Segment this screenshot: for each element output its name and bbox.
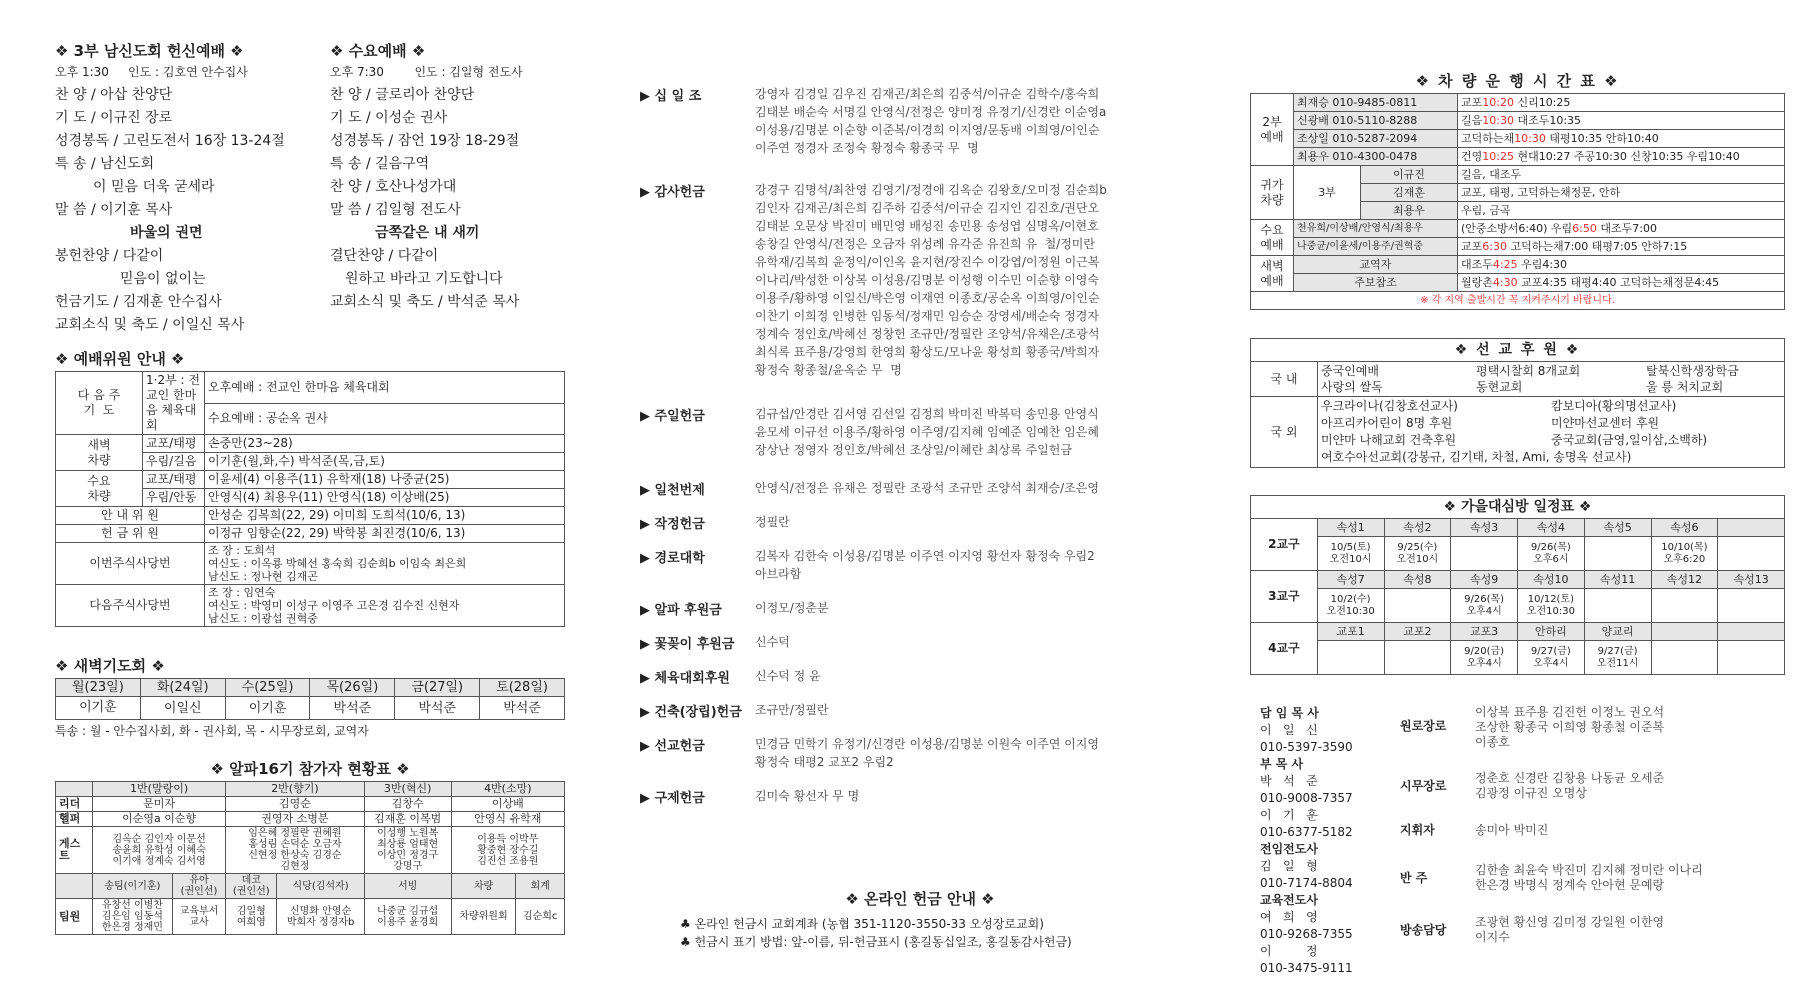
route-label: 교포/태평	[143, 435, 205, 453]
dawn-car-label: 새벽 차량	[56, 435, 143, 471]
offering-type: ▶ 건축(장립)헌금	[640, 705, 742, 720]
cell-name: 속성12	[1651, 571, 1718, 589]
group-label: 수요 예배	[1251, 220, 1294, 256]
role-entry	[1400, 771, 1785, 823]
role-title: 반 주	[1400, 871, 1428, 885]
driver: 최용우 010-4300-0478	[1294, 148, 1458, 166]
order-row: 결단찬양 / 다같이	[330, 248, 439, 264]
order-row: 찬 양 / 글로리아 찬양단	[330, 87, 475, 103]
offering-entry	[640, 667, 1200, 697]
visit-date	[1584, 589, 1651, 623]
mission-item: 탈북신학생장학금	[1646, 364, 1739, 378]
section-alpha	[55, 758, 565, 935]
cell-name: 속성5	[1584, 519, 1651, 537]
role-members: 이상복 표주용 김진헌 이정노 권오석 조상한 황종국 이희영 황종철 이준복 이종호	[1475, 705, 1665, 749]
staff-members: 신명화 안영순 박희자 정경자b	[277, 899, 364, 935]
dawn-prayer-table	[55, 678, 565, 720]
role-members: 조광현 황신영 김미정 강일원 이한영 이지수	[1475, 915, 1665, 944]
alpha-table	[55, 781, 565, 935]
driver: 김재훈	[1361, 184, 1458, 202]
phone-number: 010-9008-7357	[1260, 791, 1353, 805]
order-row: 봉헌찬양 / 다같이	[55, 248, 164, 264]
cell-name: 교포3	[1451, 623, 1518, 641]
route-times: 길음, 대조두	[1458, 166, 1785, 184]
mission-item: 우크라이나(김창호선교사)	[1321, 399, 1458, 413]
visit-date	[1718, 641, 1785, 675]
order-row: 이 믿음 더욱 굳세라	[93, 179, 215, 195]
team-leader: 김영순	[226, 797, 364, 812]
guide-members: 안성순 김복희(22, 29) 이미희 도희석(10/6, 13)	[205, 507, 565, 525]
offering-entry	[640, 599, 1200, 629]
route-times: 고덕하는채10:30 태평10:35 안하10:40	[1458, 130, 1785, 148]
preacher: 이일신	[140, 697, 225, 720]
offering-type: ▶ 꽃꽂이 후원금	[640, 637, 735, 652]
order-row: 원하고 바라고 기도합니다	[345, 271, 503, 287]
domestic-label: 국 내	[1251, 362, 1318, 397]
sermon-title: 바울의 권면	[130, 225, 203, 241]
person-name: 김 일 형	[1260, 859, 1318, 873]
cell-name: 속성1	[1317, 519, 1384, 537]
visit-date: 9/26(목) 오후4시	[1451, 589, 1518, 623]
cell-name: 속성13	[1718, 571, 1785, 589]
sermon-title: 금쪽같은 내 새끼	[375, 225, 480, 241]
staff-header: 데코 (권인선)	[226, 874, 277, 899]
group-label: 새벽 예배	[1251, 256, 1294, 292]
section-title: ❖ 선 교 후 원 ❖	[1251, 339, 1785, 362]
staff-members: 나중균 김규섭 이용주 윤경희	[364, 899, 451, 935]
staff-header: 식당(김석자)	[277, 874, 364, 899]
visit-date	[1584, 537, 1651, 571]
row-label: 헬퍼	[56, 812, 93, 827]
staff-header: 차량	[451, 874, 516, 899]
role-title: 방송담당	[1400, 923, 1447, 937]
special-song-note: 특송 : 월 - 안수집사회, 화 - 권사회, 목 - 시무장로회, 교역자	[55, 724, 369, 738]
route-times: 교포6:30 고덕하는채7:00 태평7:05 안하7:15	[1458, 238, 1785, 256]
route-times: 교포, 태평, 고덕하는채정문, 안하	[1458, 184, 1785, 202]
section-title: ❖ 차 량 운 행 시 간 표 ❖	[1415, 72, 1620, 90]
schedule-note: ※ 각 지역 출발시간 꼭 지켜주시기 바랍니다.	[1251, 292, 1785, 310]
section-title: ❖ 알파16기 참가자 현황표 ❖	[210, 760, 410, 778]
cell-name: 속성7	[1317, 571, 1384, 589]
row-label: 게스트	[56, 827, 93, 874]
mission-item: 중국인예배	[1321, 364, 1379, 378]
driver: 이규진	[1361, 166, 1458, 184]
order-row: 기 도 / 이규진 장로	[55, 110, 173, 126]
cell-name: 속성2	[1384, 519, 1451, 537]
team-header: 1반(말랑이)	[93, 782, 226, 797]
staff-members: 교육부서 교사	[172, 899, 225, 935]
cell-name: 속성10	[1518, 571, 1585, 589]
preacher: 박석준	[310, 697, 395, 720]
offering-entry	[640, 735, 1200, 783]
part-label: 3부	[1294, 166, 1361, 220]
meal-duty: 여신도 : 이옥룡 박혜선 홍숙희 김순희b 이임숙 최은희	[208, 557, 467, 570]
mission-item: 울 릉 처치교회	[1646, 380, 1724, 394]
day-header: 토(28일)	[480, 679, 565, 697]
order-row: 헌금기도 / 김재훈 안수집사	[55, 294, 222, 310]
section-title: ❖ 3부 남신도회 헌신예배 ❖	[55, 42, 244, 60]
column-middle	[640, 0, 1200, 992]
team-guests: 임은혜 정필란 권혜원 홍성림 손덕순 오금자 신현정 한상숙 김경순 김현정	[226, 827, 364, 874]
visit-date	[1317, 641, 1384, 675]
cell-name: 속성3	[1451, 519, 1518, 537]
section-3rd-service	[55, 40, 295, 337]
cell-name: 속성6	[1651, 519, 1718, 537]
team-guests: 김옥순 김인자 이문선 송윤희 유학성 이혜숙 이기애 정계숙 김서영	[93, 827, 226, 874]
visit-date: 10/10(목) 오후6:20	[1651, 537, 1718, 571]
prayer-afternoon: 오후예배 : 전교인 한마음 체육대회	[205, 372, 565, 404]
route-label: 교포/태평	[143, 471, 205, 489]
day-header: 금(27일)	[395, 679, 480, 697]
offering-type: ▶ 구제헌금	[640, 791, 705, 806]
column-left	[55, 0, 565, 992]
group-label: 귀가 차량	[1251, 166, 1294, 220]
section-committee	[55, 348, 565, 627]
team-leader: 문미자	[93, 797, 226, 812]
section-visitation	[1250, 495, 1785, 675]
team-header: 2반(향기)	[226, 782, 364, 797]
offering-names: 강영자 김경일 김우진 김재곤/최은희 김중석/이규순 김학수/홍숙희 김태분 배순숙 서명길 안영식/전정은 양미정 유정기/신경란 이순영a 이성용/김명분 이순향 이준복/이경희 이지영/문동배 이희영/이인순 이주연 정경자 조정숙 황정숙 황종국 무 명	[755, 87, 1107, 155]
offering-label: 헌 금 위 원	[56, 525, 205, 543]
team-guests: 이성행 노원복 최상룡 엄태현 이상민 정경구 강명구	[364, 827, 451, 874]
preacher: 이기훈	[56, 697, 141, 720]
role-members: 김한솔 최윤숙 박진미 김지혜 정미란 이나리 한은경 박명식 정계숙 안아현 문예랑	[1475, 863, 1703, 892]
offering-members: 이정규 임향순(22, 29) 박학봉 최진경(10/6, 13)	[205, 525, 565, 543]
visit-date	[1651, 589, 1718, 623]
role-title: 교육전도사	[1260, 893, 1318, 907]
order-row: 말 씀 / 김일형 전도사	[330, 202, 461, 218]
section-dawn-prayer	[55, 655, 565, 739]
visit-date: 10/12(토) 오전10:30	[1518, 589, 1585, 623]
team-leader: 이상배	[451, 797, 564, 812]
offering-type: ▶ 경로대학	[640, 551, 705, 566]
service-leader: 인도 : 김일형 전도사	[414, 65, 523, 79]
section-mission	[1250, 338, 1785, 468]
section-title: ❖ 새벽기도회 ❖	[55, 657, 165, 675]
bank-account: ♣ 온라인 헌금시 교회계좌 (농협 351-1120-3550-33 오성장로교회)	[680, 917, 1044, 931]
role-entry	[1400, 915, 1785, 945]
offering-entry	[640, 479, 1200, 509]
route-times: (안중소방서6:40) 우림6:50 대조두7:00	[1458, 220, 1785, 238]
role-title: 시무장로	[1400, 779, 1447, 793]
driver: 천유희/이상배/안영식/최용우	[1294, 220, 1458, 238]
staff-members: 김순희c	[516, 899, 565, 935]
offering-type: ▶ 체육대회후원	[640, 671, 730, 686]
phone-number: 010-6377-5182	[1260, 825, 1353, 839]
driver: 최용우	[1361, 202, 1458, 220]
mission-item: 미얀마 나해교회 건축후원	[1321, 433, 1457, 447]
route-times: 건영10:25 현대10:27 주공10:30 신창10:35 우림10:40	[1458, 148, 1785, 166]
mission-item: 중국교회(금영,일이삼,소백하)	[1551, 433, 1708, 447]
phone-number: 010-5397-3590	[1260, 740, 1353, 754]
roles-list	[1400, 705, 1785, 945]
offering-list	[640, 85, 1200, 821]
staff-header: 송팀(이기훈)	[93, 874, 173, 899]
driver: 주보참조	[1294, 274, 1458, 292]
team-leader: 김창수	[364, 797, 451, 812]
visit-date	[1451, 537, 1518, 571]
service-time: 오후 1:30	[55, 65, 109, 79]
team-helper: 이순영a 이순향	[93, 812, 226, 827]
cell-name: 교포1	[1317, 623, 1384, 641]
offering-type: ▶ 선교헌금	[640, 739, 705, 754]
meal-duty: 남신도 : 정나현 김재곤	[208, 570, 318, 583]
staff-header: 회계	[516, 874, 565, 899]
notation-method: ♣ 헌금시 표기 방법: 앞-이름, 뒤-헌금표시 (홍길동십일조, 홍길동감사헌금)	[680, 935, 1072, 949]
row-label: 팀원	[56, 899, 93, 935]
next-week-meal-label: 다음주식사당번	[56, 585, 205, 627]
order-row: 교회소식 및 축도 / 이일신 목사	[55, 317, 245, 333]
order-row: 성경봉독 / 잠언 19장 18-29절	[330, 133, 520, 149]
team-helper: 김재훈 이복범	[364, 812, 451, 827]
role-title: 원로장로	[1400, 719, 1447, 733]
column-right	[1250, 0, 1790, 992]
offering-type: ▶ 알파 후원금	[640, 603, 722, 618]
role-title: 담 임 목 사	[1260, 706, 1319, 720]
section-car-schedule	[1250, 70, 1785, 310]
meal-duty: 남신도 : 이광섭 권혁중	[208, 612, 318, 625]
offering-type: ▶ 감사헌금	[640, 185, 705, 200]
cell-name	[1718, 623, 1785, 641]
role-entry	[1400, 705, 1785, 771]
wed-car-label: 수요 차량	[56, 471, 143, 507]
offering-type: ▶ 십 일 조	[640, 89, 702, 104]
cell-name: 양교리	[1584, 623, 1651, 641]
mission-item: 여호수아선교회(강봉규, 김기태, 차철, Ami, 송명옥 선교사)	[1321, 450, 1632, 464]
section-title: ❖ 가을대심방 일정표 ❖	[1251, 496, 1785, 519]
offering-entry	[640, 633, 1200, 663]
visit-date	[1384, 589, 1451, 623]
phone-number: 010-9268-7355	[1260, 927, 1353, 941]
route-times: 길음10:30 대조두10:35	[1458, 112, 1785, 130]
offering-entry	[640, 701, 1200, 731]
visit-date: 9/20(금) 오후4시	[1451, 641, 1518, 675]
team-helper: 권영자 소병분	[226, 812, 364, 827]
overseas-label: 국 외	[1251, 397, 1318, 468]
mission-item: 사랑의 쌀독	[1321, 380, 1383, 394]
cell-name: 속성4	[1518, 519, 1585, 537]
phone-number: 010-7174-8804	[1260, 876, 1353, 890]
district-label: 2교구	[1251, 519, 1318, 571]
offering-names: 신수덕 정 윤	[755, 669, 821, 683]
person-name: 이 일 신	[1260, 723, 1318, 737]
meal-duty: 조 장 : 임연숙	[208, 586, 276, 599]
service-leader: 인도 : 김호연 안수집사	[128, 65, 248, 79]
offering-names: 이정모/정춘분	[755, 601, 829, 615]
role-title: 부 목 사	[1260, 757, 1304, 771]
driver: 최재승 010-9485-0811	[1294, 94, 1458, 112]
visit-date: 9/27(금) 오후4시	[1518, 641, 1585, 675]
mission-item: 평택시찰회 8개교회	[1476, 364, 1581, 378]
role-members: 송미아 박미진	[1475, 823, 1549, 837]
next-week-label: 다 음 주 기 도	[56, 372, 143, 435]
route-drivers: 이기훈(월,화,수) 박석준(목,금,토)	[205, 453, 565, 471]
order-row: 특 송 / 남신도회	[55, 156, 155, 172]
route-times: 월랑촌4:30 교포4:35 태평4:40 고덕하는채정문4:45	[1458, 274, 1785, 292]
order-row: 기 도 / 이성순 권사	[330, 110, 448, 126]
order-row: 특 송 / 길음구역	[330, 156, 430, 172]
role-title: 지휘자	[1400, 823, 1435, 837]
person-name: 박 석 준	[1260, 774, 1318, 788]
visit-date	[1718, 537, 1785, 571]
section-title: ❖ 수요예배 ❖	[330, 42, 426, 60]
visit-date	[1718, 589, 1785, 623]
offering-type: ▶ 작정헌금	[640, 517, 705, 532]
preacher: 이기훈	[225, 697, 310, 720]
driver: 나중균/이윤세/이용주/권혁중	[1294, 238, 1458, 256]
offering-entry	[640, 181, 1200, 401]
visit-date: 10/2(수) 오전10:30	[1317, 589, 1384, 623]
phone-number: 010-3475-9111	[1260, 961, 1353, 975]
staff-members: 유창선 이병찬 김은임 임동석 한은경 정재민	[93, 899, 173, 935]
order-row: 교회소식 및 축도 / 박석준 목사	[330, 294, 520, 310]
staff-header: 서빙	[364, 874, 451, 899]
offering-names: 안영식/전정은 유채은 정필란 조광석 조규만 조양석 최재승/조은영	[755, 481, 1099, 495]
visit-date: 10/5(토) 오전10시	[1317, 537, 1384, 571]
mission-item: 동현교회	[1476, 380, 1523, 394]
clergy-list	[1260, 705, 1390, 977]
offering-names: 김규섭/안경란 김서영 김선일 김정희 박미진 박복덕 송민용 안영식 윤모세 이규선 이용주/황하영 이주영/김지혜 임예준 임예찬 임은혜 장상난 정영자 정인호/박혜선 조상일/이혜란 최상록 주일헌금	[755, 407, 1099, 457]
mission-item: 캄보디아(황의명선교사)	[1551, 399, 1677, 413]
order-row: 찬 양 / 아삽 찬양단	[55, 87, 173, 103]
visit-date	[1384, 641, 1451, 675]
offering-names: 조규만/정필란	[755, 703, 829, 717]
day-header: 목(26일)	[310, 679, 395, 697]
role-entry	[1400, 823, 1785, 863]
driver: 교역자	[1294, 256, 1458, 274]
this-week-meal-label: 이번주식사당번	[56, 543, 205, 585]
cell-name: 속성8	[1384, 571, 1451, 589]
offering-type: ▶ 일천번제	[640, 483, 705, 498]
day-header: 월(23일)	[56, 679, 141, 697]
route-times: 교포10:20 신리10:25	[1458, 94, 1785, 112]
order-row: 믿음이 없이는	[120, 271, 206, 287]
district-label: 3교구	[1251, 571, 1318, 623]
prayer-main: 1·2부 : 전교인 한마음 체육대회	[143, 372, 205, 435]
prayer-wednesday: 수요예배 : 공순옥 권사	[205, 403, 565, 435]
route-drivers: 이윤세(4) 이용주(11) 유학재(18) 나중균(25)	[205, 471, 565, 489]
day-header: 화(24일)	[140, 679, 225, 697]
driver: 신광배 010-5110-8288	[1294, 112, 1458, 130]
group-label: 2부 예배	[1251, 94, 1294, 166]
committee-table	[55, 371, 565, 627]
staff-header: 유아 (권인선)	[172, 874, 225, 899]
team-guests: 이용득 이박무 황중현 장수길 김진선 조용원	[451, 827, 564, 874]
offering-names: 신수덕	[755, 635, 790, 649]
offering-names: 김복자 김한숙 이성용/김명분 이주연 이지영 황선자 황정숙 우림2 아브라함	[755, 549, 1095, 581]
mission-item: 아프리카어린이 8명 후원	[1321, 416, 1453, 430]
offering-entry	[640, 85, 1200, 177]
route-label: 우림/안동	[143, 489, 205, 507]
offering-entry	[640, 787, 1200, 817]
team-helper: 안영식 유학재	[451, 812, 564, 827]
offering-names: 정필란	[755, 515, 790, 529]
person-name: 이 정	[1260, 944, 1318, 958]
offering-names: 김미숙 황선자 무 명	[755, 789, 860, 803]
day-header: 수(25일)	[225, 679, 310, 697]
offering-entry	[640, 513, 1200, 543]
offering-names: 민경금 민학기 유정기/신경란 이성용/김명분 이원숙 이주연 이지영 황정숙 태평2 교포2 우림2	[755, 737, 1099, 769]
person-name: 여 희 영	[1260, 910, 1318, 924]
staff-members: 차량위원회	[451, 899, 516, 935]
team-header: 4반(소망)	[451, 782, 564, 797]
team-header: 3반(혁신)	[364, 782, 451, 797]
mission-item: 미얀마선교센터 후원	[1551, 416, 1660, 430]
meal-duty: 여신도 : 박영미 이성구 이영주 고은경 김수진 신현자	[208, 599, 460, 612]
cell-name: 속성9	[1451, 571, 1518, 589]
route-drivers: 안영식(4) 최용우(11) 안영식(18) 이상배(25)	[205, 489, 565, 507]
visit-date	[1651, 641, 1718, 675]
route-label: 우림/길음	[143, 453, 205, 471]
district-label: 4교구	[1251, 623, 1318, 675]
offering-entry	[640, 547, 1200, 595]
visit-date: 9/26(목) 오후6시	[1518, 537, 1585, 571]
route-times: 대조두4:25 우림4:30	[1458, 256, 1785, 274]
route-times: 우림, 금곡	[1458, 202, 1785, 220]
offering-entry	[640, 405, 1200, 475]
role-members: 정춘호 신경란 김창용 나동균 오세준 김광정 이규진 오명상	[1475, 771, 1665, 800]
section-title: ❖ 온라인 헌금 안내 ❖	[845, 890, 995, 908]
staff-members: 김일형 여희영	[226, 899, 277, 935]
row-label: 리더	[56, 797, 93, 812]
visit-date: 9/27(금) 오전11시	[1584, 641, 1651, 675]
guide-label: 안 내 위 원	[56, 507, 205, 525]
section-wednesday-service	[330, 40, 570, 314]
car-table	[1250, 93, 1785, 310]
preacher: 박석준	[480, 697, 565, 720]
order-row: 성경봉독 / 고린도전서 16장 13-24절	[55, 133, 285, 149]
route-drivers: 손중만(23~28)	[205, 435, 565, 453]
order-row: 말 씀 / 이기훈 목사	[55, 202, 173, 218]
meal-duty: 조 장 : 도희석	[208, 544, 276, 557]
person-name: 이 기 훈	[1260, 808, 1318, 822]
preacher: 박석준	[395, 697, 480, 720]
cell-name: 속성11	[1584, 571, 1651, 589]
visit-date: 9/25(수) 오전10시	[1384, 537, 1451, 571]
service-time: 오후 7:30	[330, 65, 384, 79]
offering-names: 강경구 김명석/최찬영 김영기/정경애 김옥순 김왕호/오미정 김순희b 김인자 김재곤/최은희 김주하 김중석/이규순 김지인 김진호/권단오 김태분 오문상 박진미 배민영 배성진 송민용 송성엽 심명옥/이현호 송창길 안영식/전정은 오금자 위성례 유각준 유진희 유 철/정미란 유학재/김복희 윤정익/이인옥 윤지현/장진수 이강엽/이정원 이근복 이나리/박성한 이상복 이성용/김명분 이성행 이수민 이순향 이영숙 이용주/황하영 이일신/박은영 이재연 이종호/공순옥 이희영/이인순 이찬기 이희정 인병한 임동석/정재민 임승순 장영세/배순숙 정경자 정계숙 정인호/박혜선 정창헌 조규만/정필란 조양석/유채은/조광석 최식록 표주용/강영희 한영희 황상도/모나윤 황성희 황종국/박희자 황정숙 황종철/윤옥순 무 명	[755, 183, 1107, 377]
cell-name: 안하리	[1518, 623, 1585, 641]
cell-name	[1651, 623, 1718, 641]
role-title: 전임전도사	[1260, 842, 1318, 856]
cell-name	[1718, 519, 1785, 537]
role-entry	[1400, 863, 1785, 915]
section-title: ❖ 예배위원 안내 ❖	[55, 350, 185, 368]
order-row: 찬 양 / 호산나성가대	[330, 179, 457, 195]
visitation-table	[1250, 495, 1785, 675]
offering-type: ▶ 주일헌금	[640, 409, 705, 424]
cell-name: 교포2	[1384, 623, 1451, 641]
mission-table	[1250, 338, 1785, 468]
driver: 조상일 010-5287-2094	[1294, 130, 1458, 148]
online-offering	[640, 888, 1200, 951]
